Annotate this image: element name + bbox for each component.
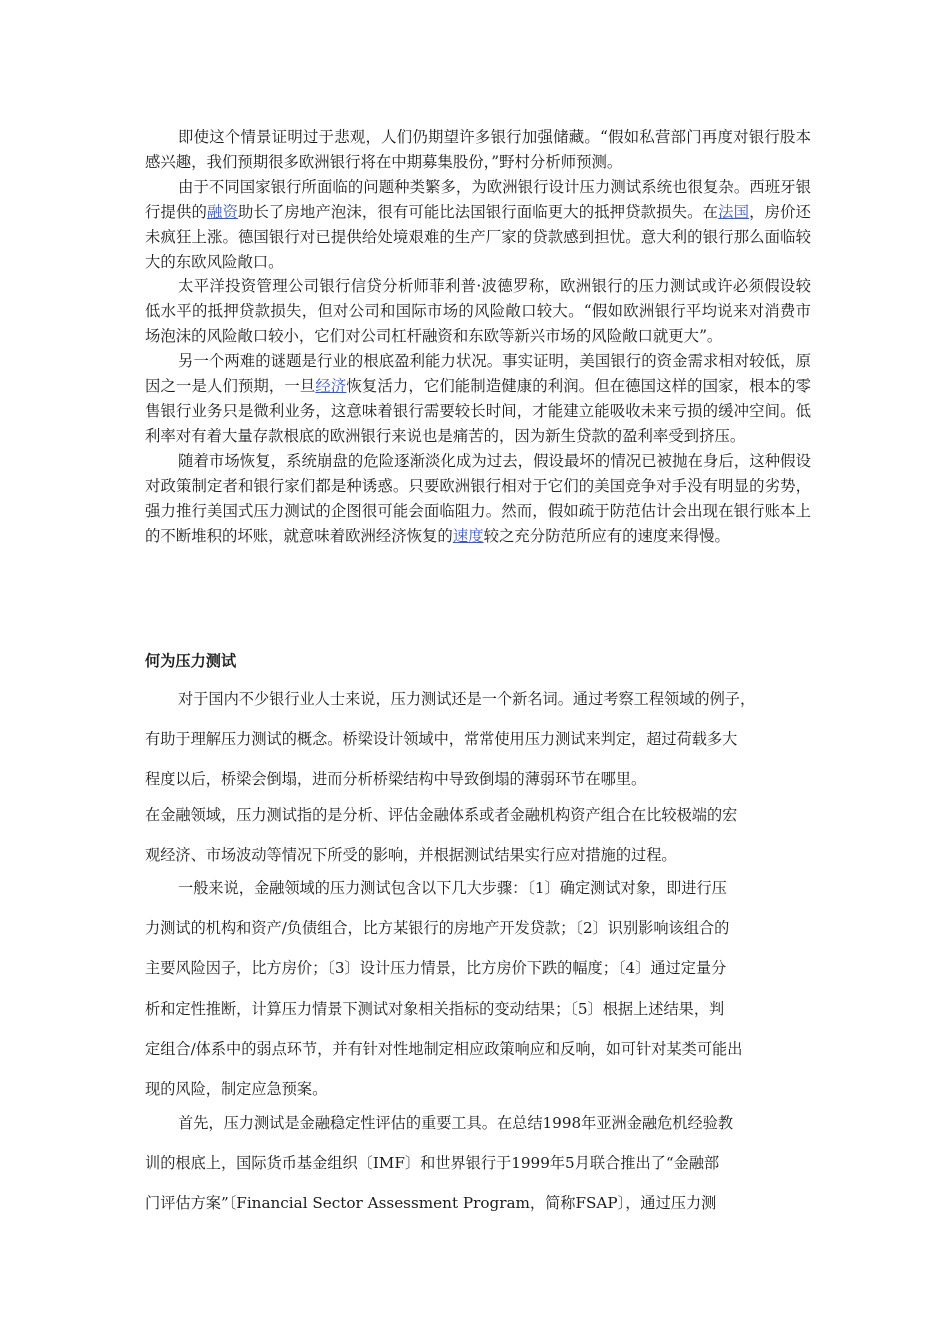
paragraph-steps: 一般来说，金融领域的压力测试包含以下几大步骤：〔1〕确定测试对象，即进行压 力测试的机构和资产/负债组合，比方某银行的房地产开发贷款；〔2〕识别影响该组合的 主要风险因子，比方房价；〔3〕设计压力情景，比方房价下跌的幅度；〔4〕通过定量分 析和定性推断，计算压力情景下测试对象相关指标的变动结果；〔5〕根据上述结果，判 定组合/体系中的弱点环节，并有针对性地制定相应政策响应和反响，如可针对某类可能出 现的风险，制定应急预案。 bbox=[145, 879, 743, 1099]
link-economy[interactable]: 经济 bbox=[315, 377, 347, 396]
link-speed[interactable]: 速度 bbox=[452, 526, 484, 545]
paragraph-5: 随着市场恢复，系统崩盘的危险逐渐淡化成为过去，假设最坏的情况已被抛在身后，这种假设对政策制定者和银行家们都是种诱惑。只要欧洲银行相对于它们的美国竞争对手没有明显的劣势，强力推行美国式压力测试的企图很可能会面临阻力。然而，假如疏于防范估计会出现在银行账本上的不断堆积的坏账，就意味着欧洲经济恢复的速度较之充分防范所应有的速度来得慢。 bbox=[145, 451, 811, 545]
paragraph-2: 由于不同国家银行所面临的问题种类繁多，为欧洲银行设计压力测试系统也很复杂。西班牙银行提供的融资助长了房地产泡沫，很有可能比法国银行面临更大的抵押贷款损失。在法国，房价还未疯狂上涨。德国银行对已提供给处境艰难的生产厂家的贷款感到担忧。意大利的银行那么面临较大的东欧风险敞口。 bbox=[145, 177, 811, 271]
article-section-2c bbox=[145, 868, 815, 1109]
paragraph-4: 另一个两难的谜题是行业的根底盈利能力状况。事实证明，美国银行的资金需求相对较低，原因之一是人们预期，一旦经济恢复活力，它们能制造健康的利润。但在德国这样的国家，根本的零售银行业务只是微利业务，这意味着银行需要较长时间，才能建立能吸收未来亏损的缓冲空间。低利率对有着大量存款根底的欧洲银行来说也是痛苦的，因为新生贷款的盈利率受到挤压。 bbox=[145, 352, 811, 445]
paragraph-financial-definition: 在金融领域，压力测试指的是分析、评估金融体系或者金融机构资产组合在比较极端的宏 观经济、市场波动等情况下所受的影响，并根据测试结果实行应对措施的过程。 bbox=[145, 806, 738, 865]
paragraph-1: 即使这个情景证明过于悲观，人们仍期望许多银行加强储藏。“假如私营部门再度对银行股本感兴趣，我们预期很多欧洲银行将在中期募集股份，”野村分析师预测。 bbox=[145, 128, 811, 171]
paragraph-3: 太平洋投资管理公司银行信贷分析师菲利普·波德罗称，欧洲银行的压力测试或许必须假设较低水平的抵押贷款损失，但对公司和国际市场的风险敞口较大。“假如欧洲银行平均说来对消费市场泡沫的风险敞口较小，它们对公司杠杆融资和东欧等新兴市场的风险敞口就更大”。 bbox=[145, 277, 811, 346]
article-section-2b bbox=[145, 795, 815, 875]
article-section-1 bbox=[145, 125, 811, 548]
link-financing[interactable]: 融资 bbox=[206, 202, 238, 221]
paragraph-fsap: 首先，压力测试是金融稳定性评估的重要工具。在总结1998年亚洲金融危机经验教 训的根底上，国际货币基金组织〔IMF〕和世界银行于1999年5月联合推出了“金融部 门评估方案”〔Financial Sector Assessment Program，简称FSAP〕，通过压力测 bbox=[145, 1114, 734, 1213]
paragraph-stress-test-intro: 对于国内不少银行业人士来说，压力测试还是一个新名词。通过考察工程领域的例子， 有助于理解压力测试的概念。桥梁设计领域中，常常使用压力测试来判定，超过荷载多大 程度以后，桥梁会倒塌，进而分析桥梁结构中导致倒塌的薄弱环节在哪里。 bbox=[145, 690, 756, 789]
section-heading: 何为压力测试 bbox=[145, 652, 237, 670]
link-france[interactable]: 法国 bbox=[718, 202, 750, 221]
article-section-2 bbox=[145, 679, 815, 800]
article-section-2d bbox=[145, 1103, 815, 1224]
